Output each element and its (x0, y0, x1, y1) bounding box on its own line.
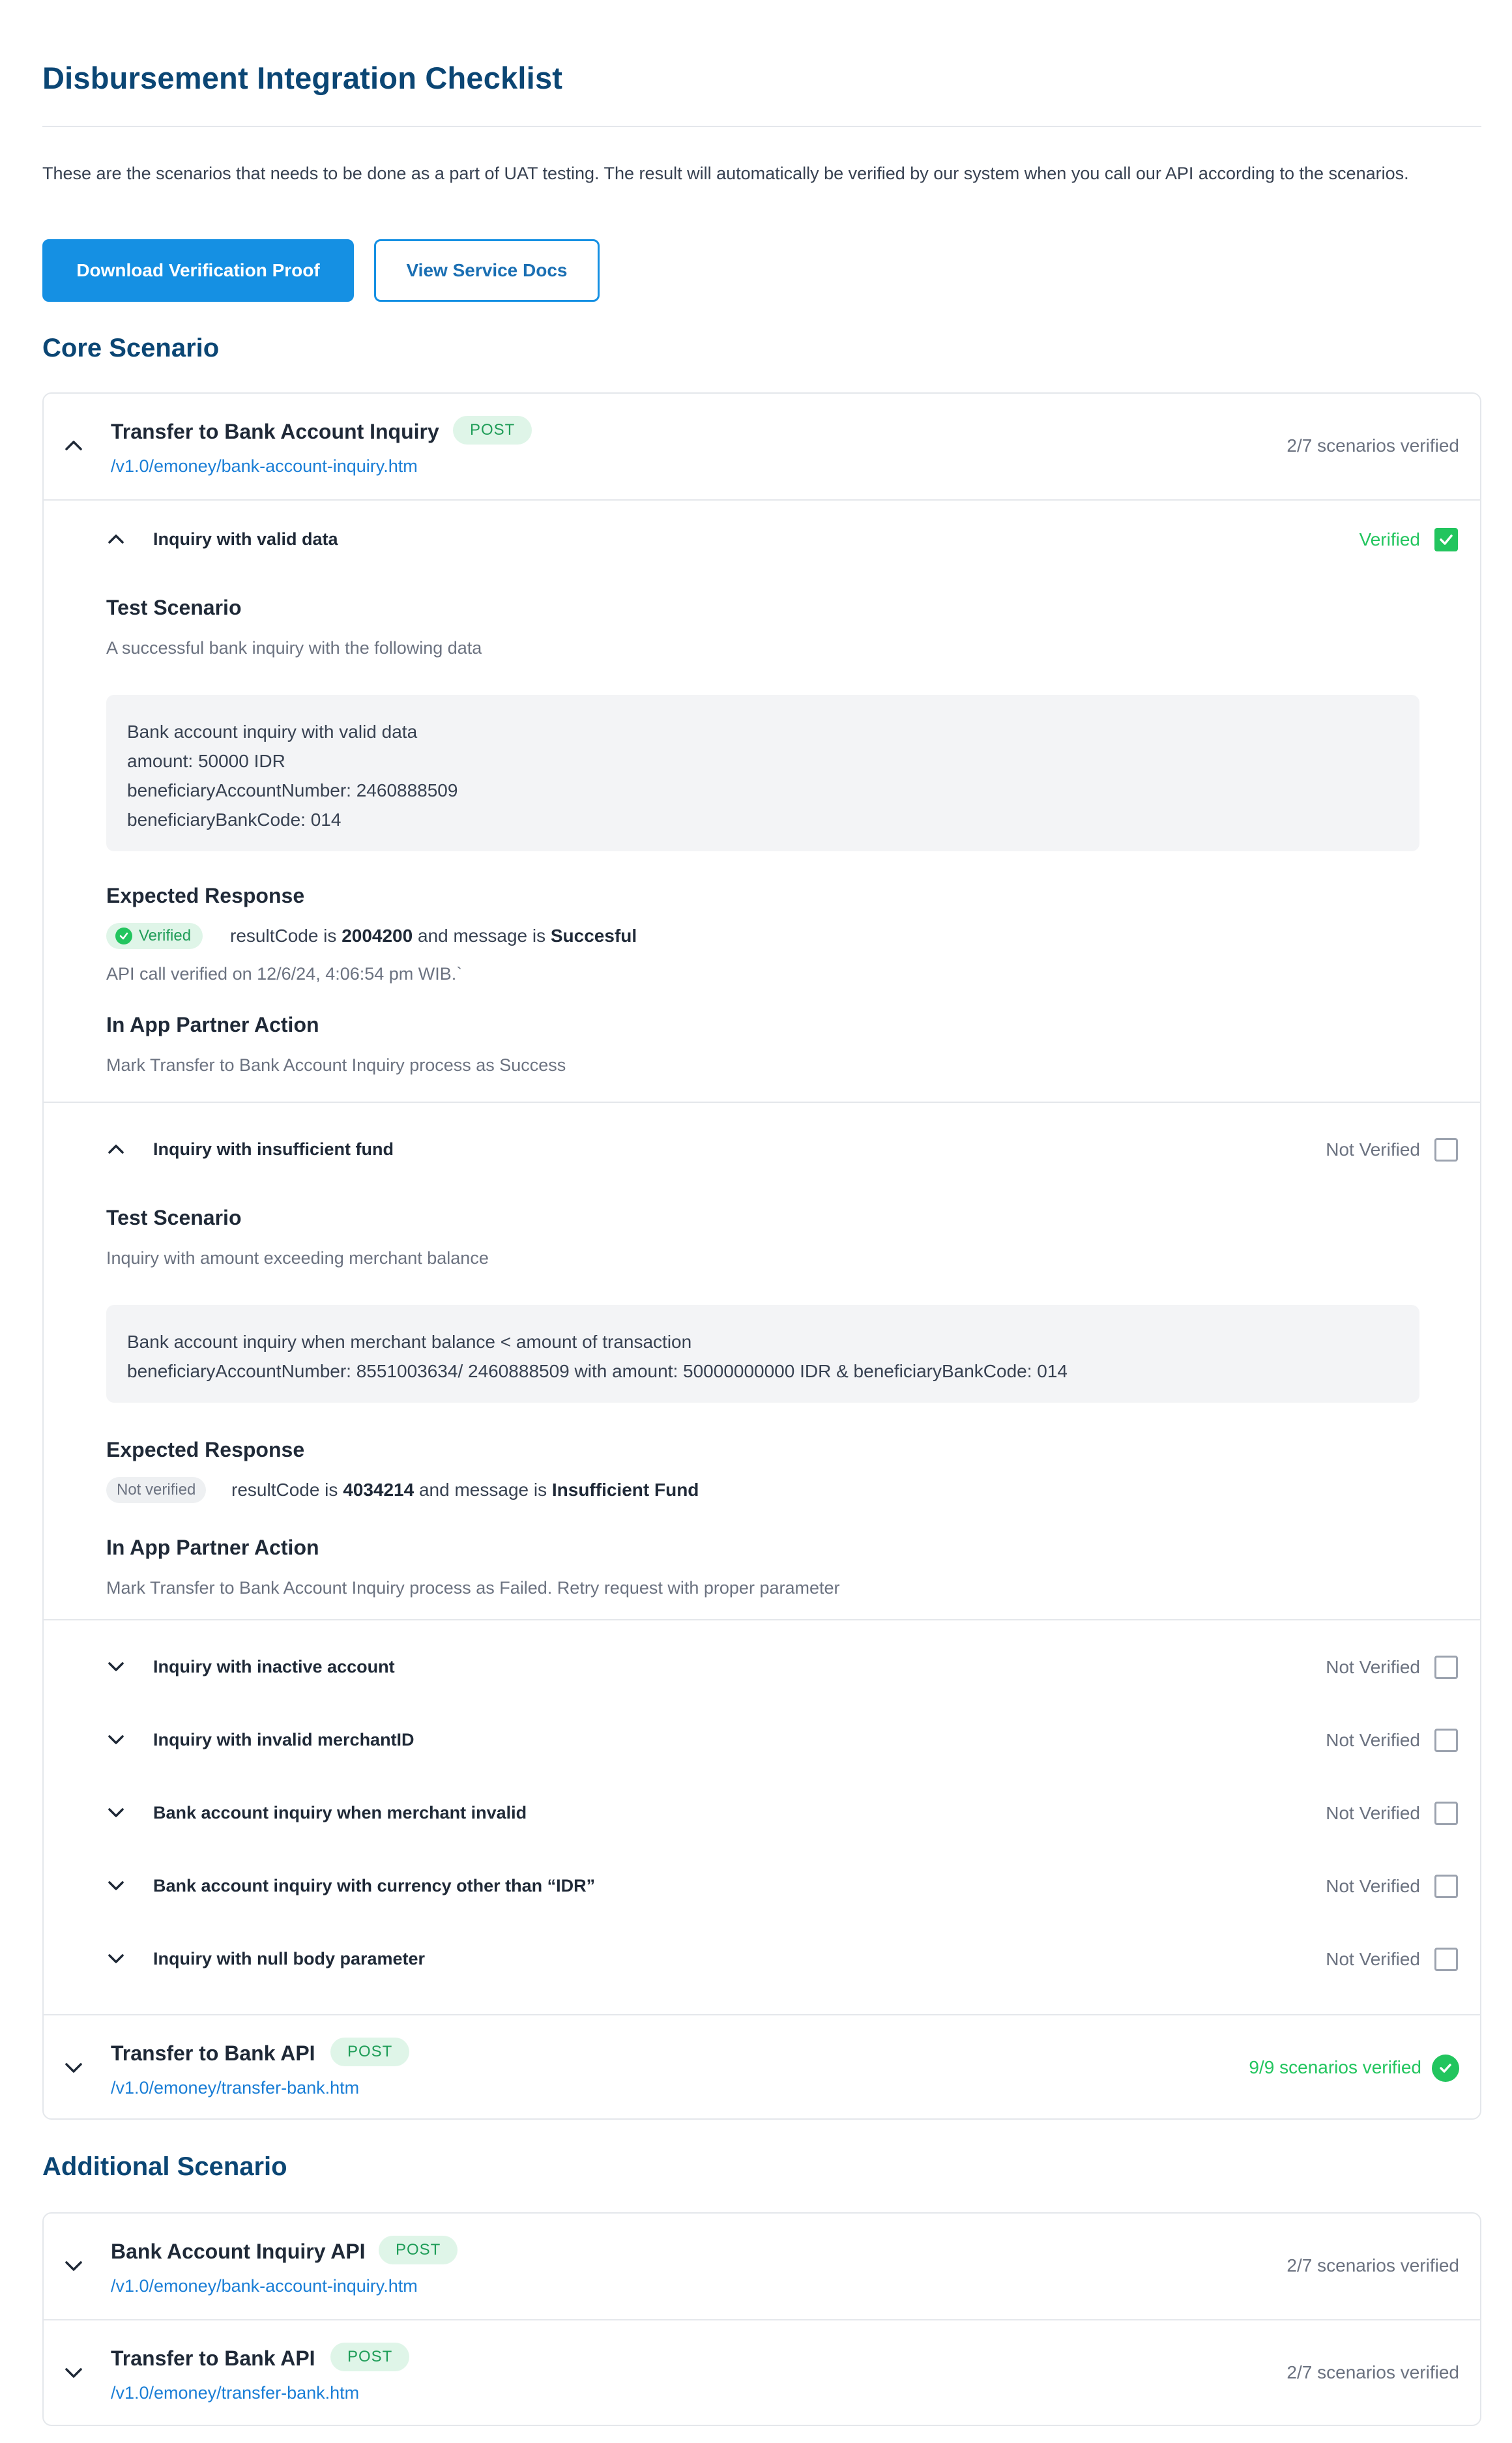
api-name: Transfer to Bank Account Inquiry (111, 420, 439, 443)
expected-response-row (106, 922, 1410, 950)
scenario-status: Verified (1359, 529, 1420, 549)
response-mid: and message is (417, 926, 546, 946)
check-icon (1438, 531, 1455, 548)
scenario-status: Not Verified (1326, 1730, 1420, 1750)
in-app-action-heading: In App Partner Action (106, 1013, 319, 1036)
response-mid: and message is (418, 1480, 547, 1500)
scenario-status: Not Verified (1326, 1139, 1420, 1160)
api-name: Transfer to Bank API (111, 2041, 315, 2065)
scenarios-verified-count: 2/7 scenarios verified (1287, 2255, 1459, 2275)
verified-checkbox[interactable] (1434, 528, 1458, 551)
not-verified-badge: Not verified (106, 1477, 206, 1503)
scenario-name: Inquiry with invalid merchantID (153, 1730, 414, 1749)
scenario-header-currency-other-than-idr[interactable] (44, 1867, 1480, 1906)
intro-text: These are the scenarios that needs to be done as a part of UAT testing. The result will automatically be verified by our system when you call our API according to the scenarios. (42, 164, 1409, 183)
scenario-header-inactive-account[interactable] (44, 1648, 1480, 1687)
chevron-down-icon[interactable] (63, 2362, 84, 2383)
check-circle-icon (1432, 2055, 1459, 2082)
scenarios-verified-count: 2/7 scenarios verified (1287, 2362, 1459, 2382)
test-scenario-description: Inquiry with amount exceeding merchant balance (106, 1248, 489, 1268)
scenario-name: Bank account inquiry with currency other than “IDR” (153, 1876, 596, 1895)
scenario-status: Not Verified (1326, 1949, 1420, 1969)
api-header-bank-account-inquiry[interactable] (44, 394, 1480, 499)
unverified-checkbox[interactable] (1434, 1802, 1458, 1825)
scenario-name: Inquiry with insufficient fund (153, 1139, 394, 1159)
chevron-down-icon[interactable] (63, 2255, 84, 2276)
unverified-checkbox[interactable] (1434, 1729, 1458, 1752)
chevron-down-icon[interactable] (106, 1730, 126, 1749)
chevron-down-icon[interactable] (106, 1949, 126, 1968)
response-prefix: resultCode is (231, 1480, 338, 1500)
scenario-header-null-body[interactable] (44, 1940, 1480, 1979)
scenario-data-box (106, 695, 1419, 851)
download-verification-proof-button[interactable]: Download Verification Proof (42, 239, 354, 302)
core-scenario-title: Core Scenario (42, 334, 220, 362)
api-path-link[interactable]: /v1.0/emoney/bank-account-inquiry.htm (111, 2276, 418, 2296)
scenario-name: Inquiry with null body parameter (153, 1949, 426, 1968)
check-circle-icon (115, 928, 132, 944)
api-name: Transfer to Bank API (111, 2347, 315, 2370)
test-scenario-heading: Test Scenario (106, 1206, 242, 1229)
response-description (231, 1480, 699, 1500)
scenarios-verified-count: 2/7 scenarios verified (1287, 435, 1459, 456)
verified-timestamp: API call verified on 12/6/24, 4:06:54 pm WIB.` (106, 964, 463, 984)
core-scenario-card (42, 392, 1481, 2120)
response-message: Insufficient Fund (551, 1480, 699, 1500)
method-badge: POST (330, 2343, 409, 2371)
chevron-down-icon[interactable] (106, 1657, 126, 1676)
code-line: beneficiaryAccountNumber: 8551003634/ 2460888509 with amount: 50000000000 IDR & beneficiaryBankCode: 014 (127, 1361, 1068, 1381)
unverified-checkbox[interactable] (1434, 1875, 1458, 1898)
additional-scenario-card (42, 2212, 1481, 2426)
scenario-header-merchant-invalid[interactable] (44, 1794, 1480, 1833)
in-app-action-heading: In App Partner Action (106, 1536, 319, 1559)
chevron-up-icon[interactable] (106, 529, 126, 549)
expected-response-heading: Expected Response (106, 1438, 305, 1461)
result-code: 2004200 (342, 926, 413, 946)
scenario-status: Not Verified (1326, 1657, 1420, 1677)
chevron-down-icon[interactable] (106, 1803, 126, 1822)
badge-label: Verified (139, 927, 192, 944)
api-path-link[interactable]: /v1.0/emoney/transfer-bank.htm (111, 2383, 360, 2403)
api-header-transfer-to-bank[interactable] (44, 2015, 1480, 2121)
in-app-action-description: Mark Transfer to Bank Account Inquiry process as Failed. Retry request with proper parameter (106, 1578, 840, 1598)
view-service-docs-button[interactable]: View Service Docs (374, 239, 600, 302)
response-prefix: resultCode is (230, 926, 337, 946)
expected-response-heading: Expected Response (106, 884, 305, 907)
chevron-up-icon[interactable] (106, 1139, 126, 1159)
in-app-action-description: Mark Transfer to Bank Account Inquiry process as Success (106, 1055, 566, 1075)
divider (44, 1102, 1480, 1103)
unverified-checkbox[interactable] (1434, 1656, 1458, 1679)
code-line: amount: 50000 IDR (127, 751, 285, 771)
scenario-name: Bank account inquiry when merchant invalid (153, 1803, 527, 1822)
scenario-name: Inquiry with inactive account (153, 1657, 395, 1676)
api-header-bank-account-inquiry-additional[interactable] (44, 2214, 1480, 2319)
unverified-checkbox[interactable] (1434, 1138, 1458, 1162)
unverified-checkbox[interactable] (1434, 1948, 1458, 1971)
verified-badge (106, 923, 203, 949)
code-line: beneficiaryAccountNumber: 2460888509 (127, 780, 458, 800)
scenarios-verified-count: 9/9 scenarios verified (1249, 2057, 1421, 2077)
test-scenario-description: A successful bank inquiry with the following data (106, 638, 482, 658)
scenario-status: Not Verified (1326, 1876, 1420, 1896)
expected-response-row (106, 1476, 1410, 1504)
code-line: beneficiaryBankCode: 014 (127, 810, 342, 830)
scenario-header-insufficient-fund[interactable] (44, 1130, 1480, 1169)
scenario-name: Inquiry with valid data (153, 529, 338, 549)
page-title: Disbursement Integration Checklist (42, 61, 563, 95)
divider (44, 1619, 1480, 1620)
method-badge: POST (379, 2236, 458, 2264)
chevron-down-icon[interactable] (106, 1876, 126, 1895)
api-path-link[interactable]: /v1.0/emoney/bank-account-inquiry.htm (111, 456, 418, 476)
scenario-status: Not Verified (1326, 1803, 1420, 1823)
api-name: Bank Account Inquiry API (111, 2240, 366, 2263)
code-line: Bank account inquiry when merchant balance < amount of transaction (127, 1332, 692, 1352)
scenario-header-valid-data[interactable] (44, 520, 1480, 559)
chevron-up-icon[interactable] (63, 435, 84, 456)
api-header-transfer-to-bank-additional[interactable] (44, 2320, 1480, 2426)
method-badge: POST (453, 416, 532, 445)
scenario-data-box (106, 1305, 1419, 1403)
divider (44, 499, 1480, 501)
response-description (230, 926, 637, 946)
scenario-header-invalid-merchantid[interactable] (44, 1721, 1480, 1760)
title-divider (42, 126, 1481, 127)
method-badge: POST (330, 2038, 409, 2066)
chevron-down-icon[interactable] (63, 2057, 84, 2078)
additional-scenario-title: Additional Scenario (42, 2152, 287, 2181)
response-message: Succesful (550, 926, 637, 946)
code-line: Bank account inquiry with valid data (127, 722, 418, 742)
result-code: 4034214 (343, 1480, 414, 1500)
test-scenario-heading: Test Scenario (106, 596, 242, 619)
api-path-link[interactable]: /v1.0/emoney/transfer-bank.htm (111, 2078, 360, 2098)
